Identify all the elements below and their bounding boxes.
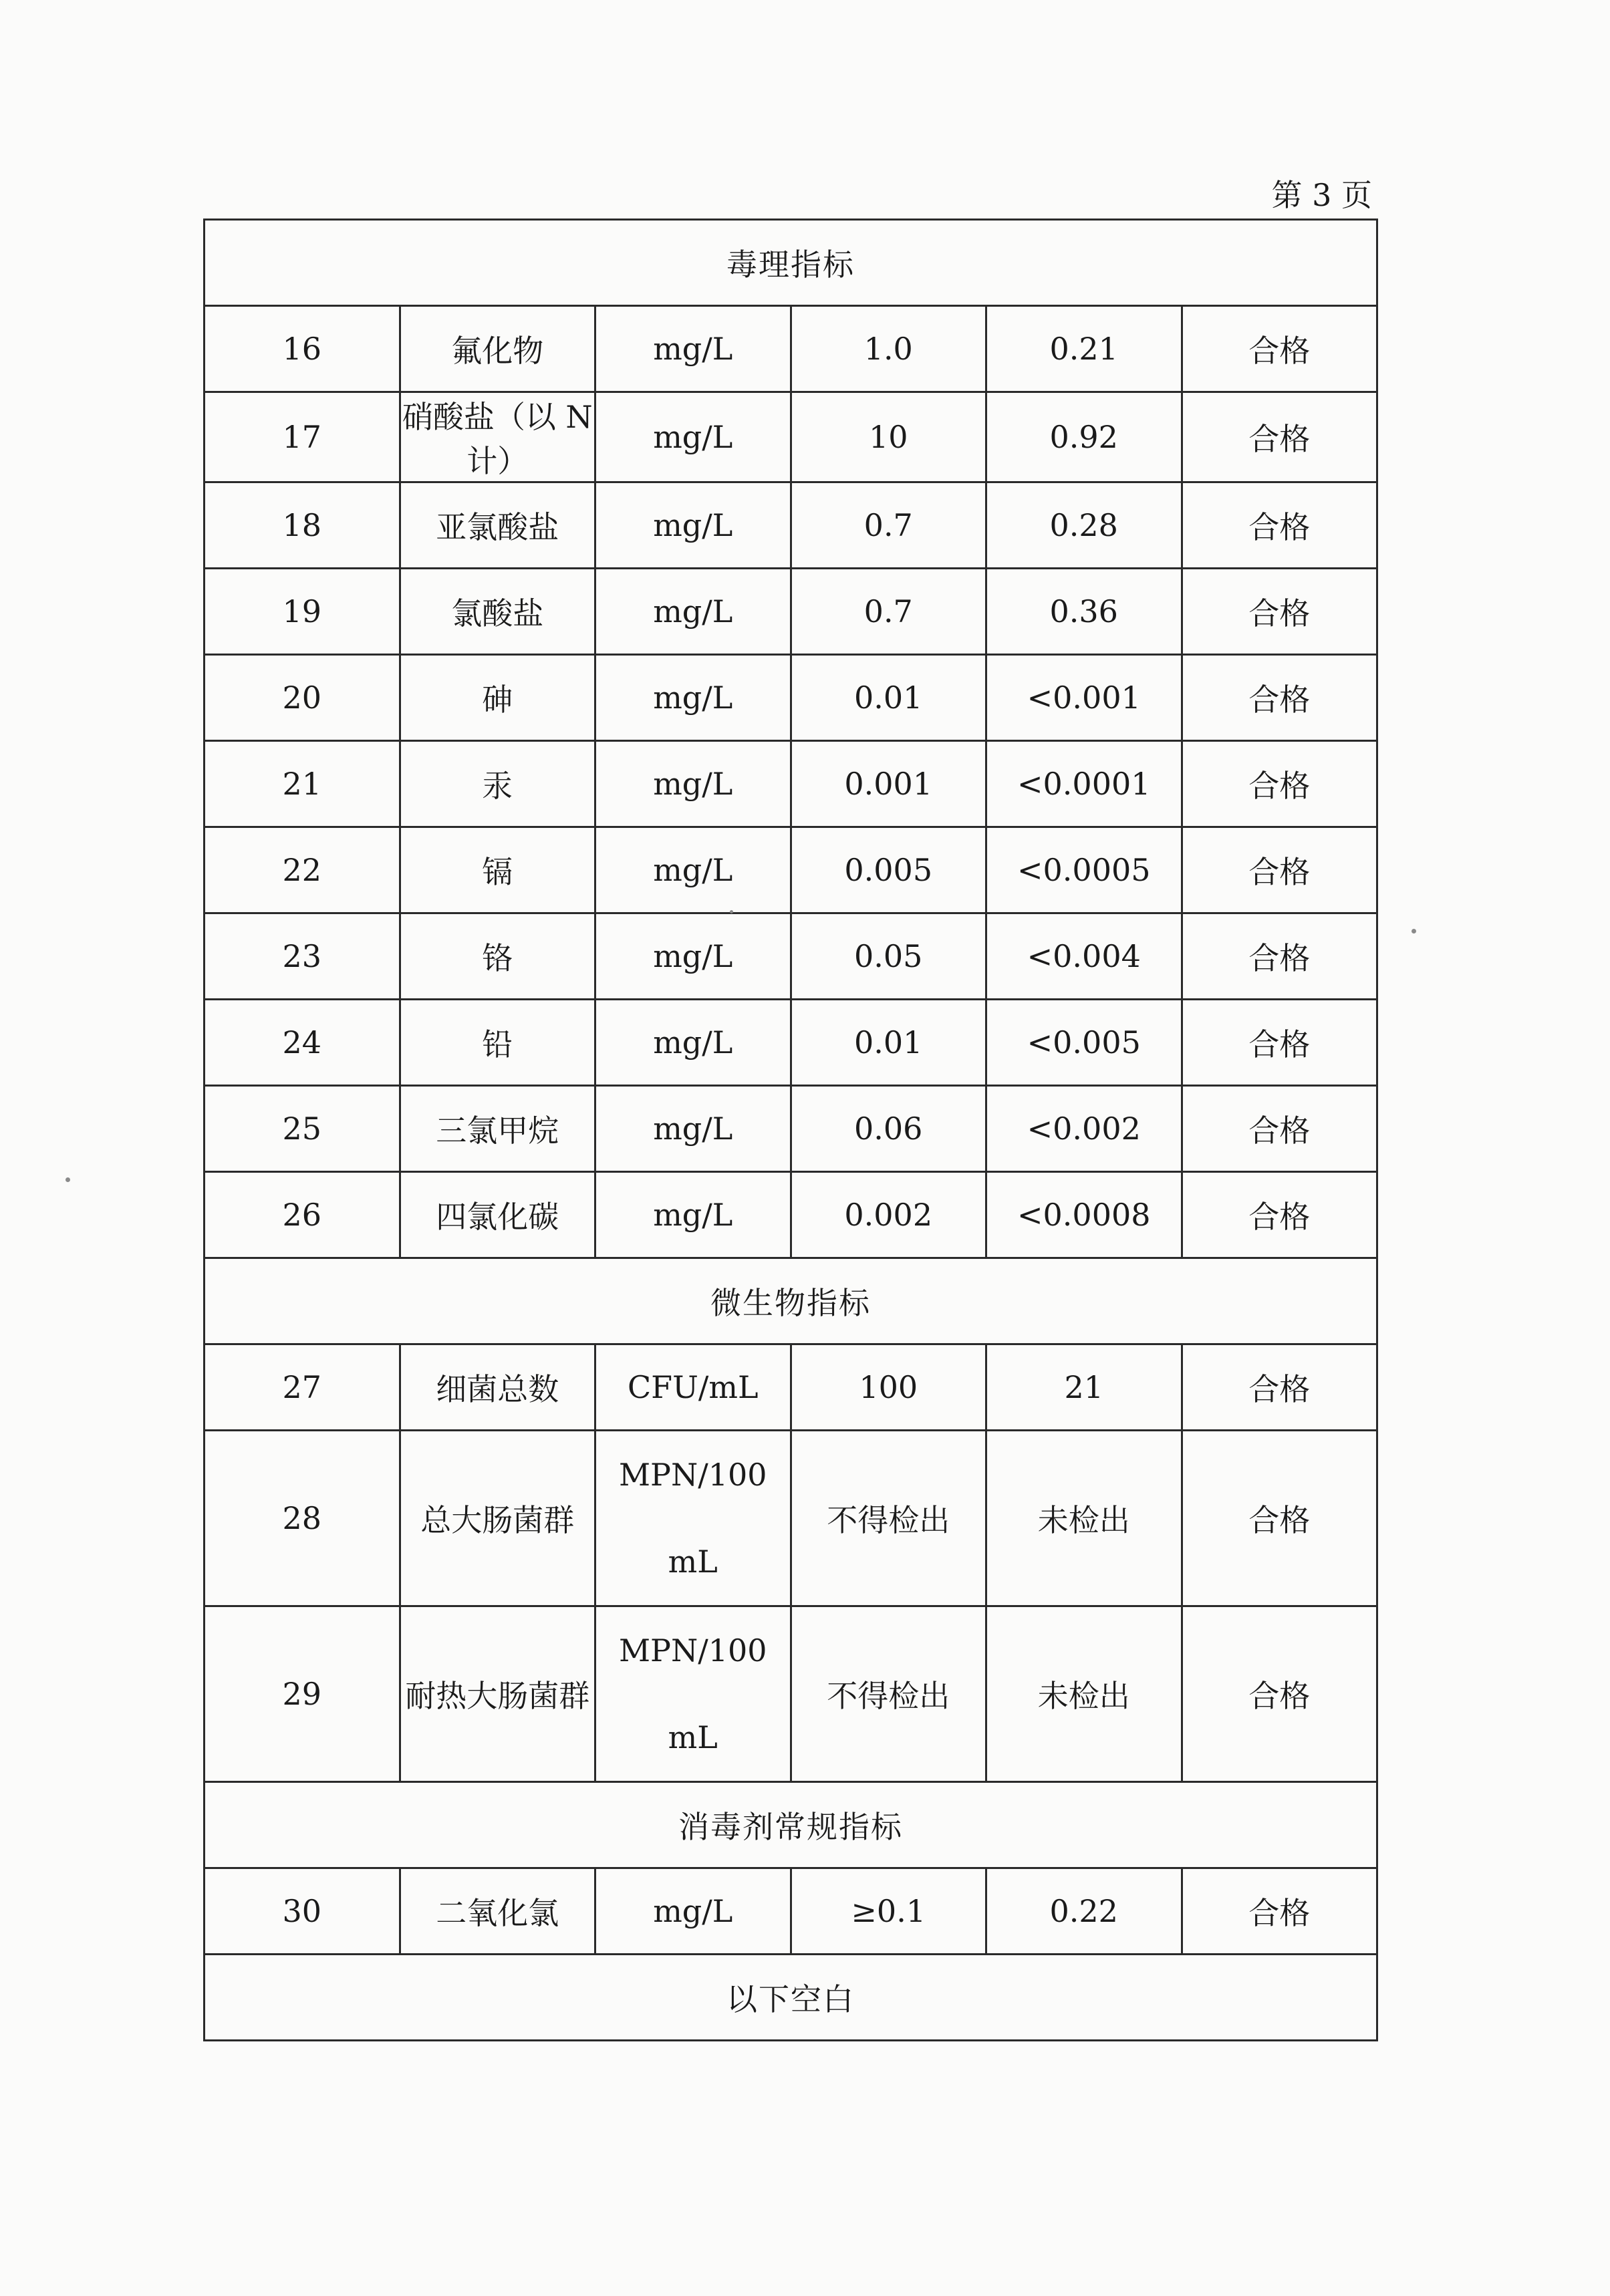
unit-line-1: MPN/100 [618, 1457, 767, 1493]
unit-line-2: mL [668, 1544, 718, 1580]
item-name: 氟化物 [400, 306, 595, 392]
table-row [205, 392, 1377, 482]
item-name: 硝酸盐（以 N 计） [400, 392, 595, 482]
row-number: 18 [205, 482, 400, 569]
verdict: 合格 [1182, 569, 1377, 655]
result-value: <0.004 [986, 913, 1182, 1000]
row-number: 30 [205, 1868, 400, 1955]
scan-speck [730, 910, 733, 913]
table-footer [205, 1955, 1377, 2041]
unit: mg/L [595, 1868, 791, 1955]
result-value: 未检出 [986, 1431, 1182, 1606]
verdict: 合格 [1182, 1172, 1377, 1258]
unit: mg/L [595, 482, 791, 569]
verdict: 合格 [1182, 392, 1377, 482]
verdict: 合格 [1182, 1606, 1377, 1782]
item-name: 汞 [400, 741, 595, 827]
limit-value: 10 [791, 392, 986, 482]
result-value: 21 [986, 1344, 1182, 1431]
limit-value: 不得检出 [791, 1431, 986, 1606]
limit-value: 0.01 [791, 655, 986, 741]
result-value: <0.0008 [986, 1172, 1182, 1258]
page-number: 第 3 页 [1271, 177, 1372, 213]
table-row [205, 1344, 1377, 1431]
row-number: 29 [205, 1606, 400, 1782]
row-number: 28 [205, 1431, 400, 1606]
table-row [205, 569, 1377, 655]
table-row [205, 1868, 1377, 1955]
unit-line-2: mL [668, 1719, 718, 1755]
verdict: 合格 [1182, 1086, 1377, 1172]
result-value: <0.005 [986, 1000, 1182, 1086]
row-number: 23 [205, 913, 400, 1000]
result-value: 0.36 [986, 569, 1182, 655]
result-value: 0.22 [986, 1868, 1182, 1955]
unit: mg/L [595, 1000, 791, 1086]
unit-line-1: MPN/100 [618, 1632, 767, 1669]
result-value: <0.001 [986, 655, 1182, 741]
section-title: 毒理指标 [205, 220, 1377, 306]
limit-value: 0.01 [791, 1000, 986, 1086]
section-title: 微生物指标 [205, 1258, 1377, 1344]
unit [595, 1606, 791, 1782]
verdict: 合格 [1182, 1344, 1377, 1431]
row-number: 27 [205, 1344, 400, 1431]
unit [595, 1431, 791, 1606]
result-value: 0.28 [986, 482, 1182, 569]
unit: mg/L [595, 569, 791, 655]
unit: mg/L [595, 1086, 791, 1172]
section-title: 消毒剂常规指标 [205, 1782, 1377, 1868]
item-name: 砷 [400, 655, 595, 741]
row-number: 25 [205, 1086, 400, 1172]
unit: mg/L [595, 306, 791, 392]
limit-value: 不得检出 [791, 1606, 986, 1782]
result-value: <0.002 [986, 1086, 1182, 1172]
verdict: 合格 [1182, 913, 1377, 1000]
limit-value: 0.05 [791, 913, 986, 1000]
scan-speck [1412, 929, 1416, 934]
item-name: 二氧化氯 [400, 1868, 595, 1955]
item-name: 总大肠菌群 [400, 1431, 595, 1606]
item-name: 氯酸盐 [400, 569, 595, 655]
unit: mg/L [595, 392, 791, 482]
result-value: 0.21 [986, 306, 1182, 392]
unit: CFU/mL [595, 1344, 791, 1431]
item-name: 三氯甲烷 [400, 1086, 595, 1172]
verdict: 合格 [1182, 1000, 1377, 1086]
limit-value: ≥0.1 [791, 1868, 986, 1955]
result-value: 0.92 [986, 392, 1182, 482]
limit-value: 0.001 [791, 741, 986, 827]
row-number: 20 [205, 655, 400, 741]
row-number: 16 [205, 306, 400, 392]
table-row [205, 1172, 1377, 1258]
item-name: 耐热大肠菌群 [400, 1606, 595, 1782]
limit-value: 1.0 [791, 306, 986, 392]
limit-value: 100 [791, 1344, 986, 1431]
limit-value: 0.7 [791, 569, 986, 655]
item-name: 细菌总数 [400, 1344, 595, 1431]
section-header-toxicology [205, 220, 1377, 306]
limit-value: 0.005 [791, 827, 986, 913]
table-row [205, 827, 1377, 913]
table-row [205, 913, 1377, 1000]
item-name: 铬 [400, 913, 595, 1000]
verdict: 合格 [1182, 306, 1377, 392]
table-row [205, 1606, 1377, 1782]
item-name: 亚氯酸盐 [400, 482, 595, 569]
table-row [205, 306, 1377, 392]
table-row [205, 482, 1377, 569]
table-row [205, 1431, 1377, 1606]
blank-below-note: 以下空白 [205, 1955, 1377, 2041]
section-header-microbiology [205, 1258, 1377, 1344]
unit: mg/L [595, 827, 791, 913]
verdict: 合格 [1182, 741, 1377, 827]
section-header-disinfectant [205, 1782, 1377, 1868]
verdict: 合格 [1182, 482, 1377, 569]
table-row [205, 1000, 1377, 1086]
unit: mg/L [595, 741, 791, 827]
limit-value: 0.7 [791, 482, 986, 569]
result-value: <0.0001 [986, 741, 1182, 827]
item-name: 四氯化碳 [400, 1172, 595, 1258]
unit: mg/L [595, 655, 791, 741]
verdict: 合格 [1182, 1431, 1377, 1606]
item-name: 镉 [400, 827, 595, 913]
result-value: <0.0005 [986, 827, 1182, 913]
verdict: 合格 [1182, 827, 1377, 913]
verdict: 合格 [1182, 1868, 1377, 1955]
limit-value: 0.002 [791, 1172, 986, 1258]
row-number: 21 [205, 741, 400, 827]
row-number: 17 [205, 392, 400, 482]
row-number: 24 [205, 1000, 400, 1086]
item-name: 铅 [400, 1000, 595, 1086]
row-number: 22 [205, 827, 400, 913]
limit-value: 0.06 [791, 1086, 986, 1172]
table-row [205, 741, 1377, 827]
row-number: 19 [205, 569, 400, 655]
row-number: 26 [205, 1172, 400, 1258]
table-row [205, 1086, 1377, 1172]
unit: mg/L [595, 913, 791, 1000]
result-value: 未检出 [986, 1606, 1182, 1782]
test-results-table [203, 219, 1378, 2041]
scan-speck [65, 1177, 70, 1182]
unit: mg/L [595, 1172, 791, 1258]
verdict: 合格 [1182, 655, 1377, 741]
table-row [205, 655, 1377, 741]
